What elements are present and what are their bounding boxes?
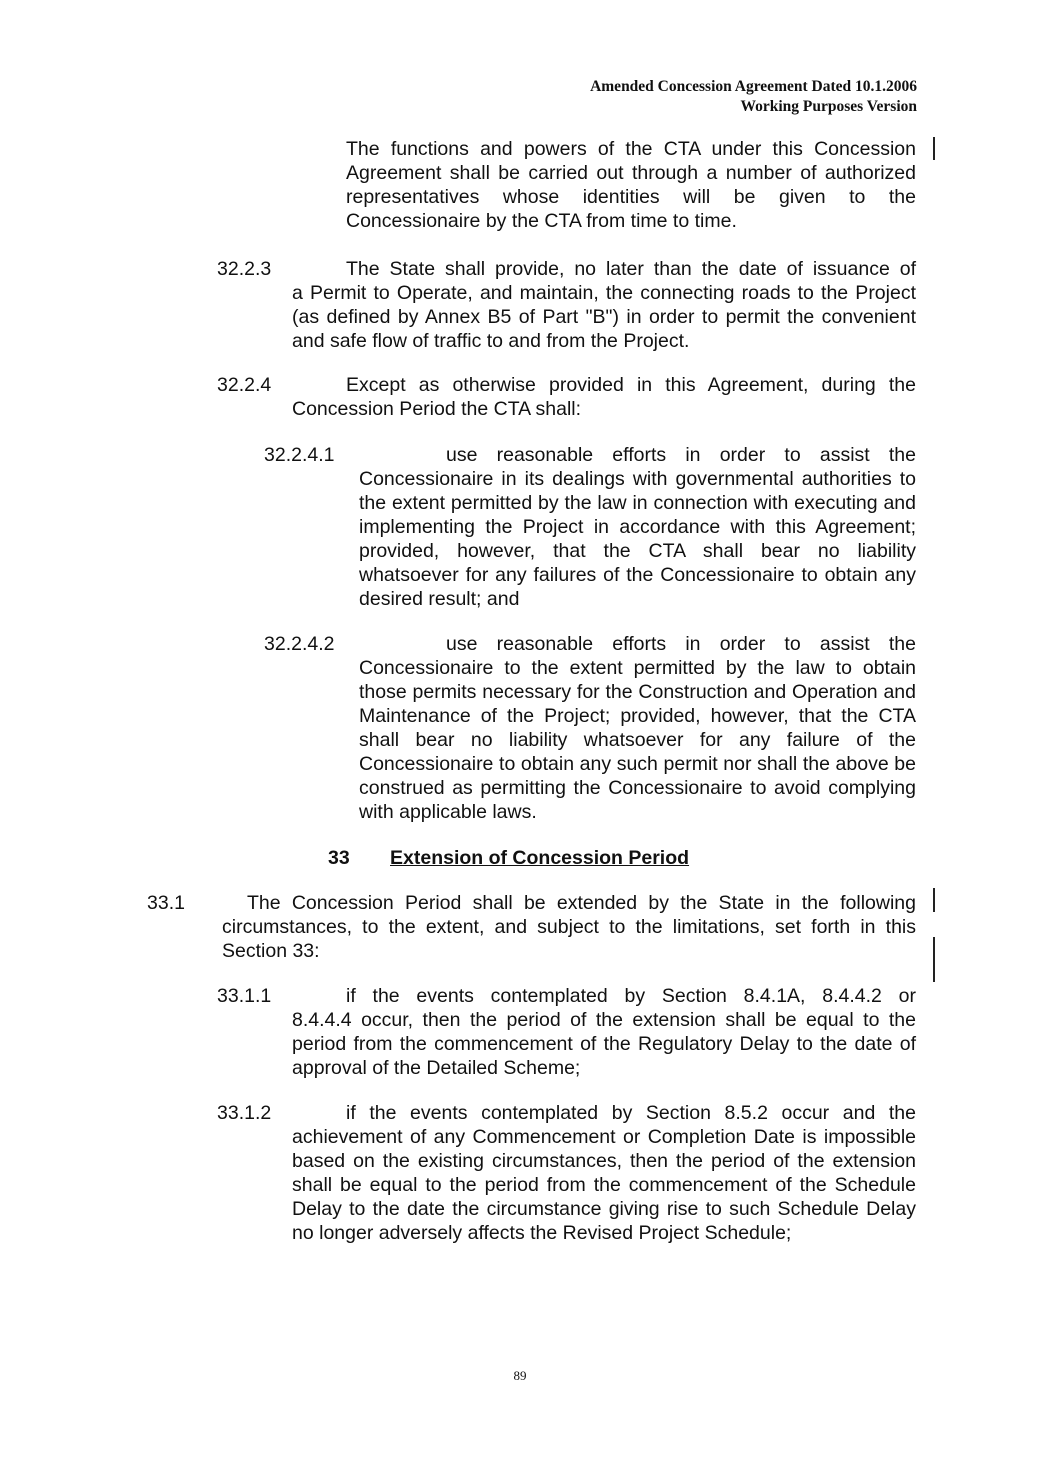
clause-33-1 bbox=[222, 891, 916, 963]
clause-32-2-3 bbox=[292, 257, 916, 353]
clause-number: 32.2.4.1 bbox=[264, 444, 335, 466]
clause-33-1-2 bbox=[292, 1101, 916, 1245]
clause-first-line: use reasonable efforts in order to assist the bbox=[446, 444, 916, 466]
clause-first-line: use reasonable efforts in order to assist the bbox=[446, 633, 916, 655]
clause-first-line: if the events contemplated by Section 8.5.2 occur and the bbox=[346, 1102, 916, 1124]
clause-body: Concessionaire to the extent permitted by the law to obtain those permits necessary for the Construction and Operation and Maintenance of the Project; provided, however, that the CTA shall bear no liability whatsoever for any failure of the Concessionaire to obtain any such permit nor shall the above be construed as permitting the Concessionaire to avoid complying with applicable laws. bbox=[359, 657, 916, 823]
clause-first-line: The Concession Period shall be extended by the State in the following bbox=[247, 892, 916, 914]
change-bar bbox=[933, 937, 935, 982]
clause-number: 32.2.4.2 bbox=[264, 633, 335, 655]
clause-number: 33.1 bbox=[147, 892, 185, 914]
clause-first-line: Except as otherwise provided in this Agreement, during the bbox=[346, 374, 916, 396]
clause-first-line: if the events contemplated by Section 8.4.1A, 8.4.4.2 or bbox=[346, 985, 916, 1007]
clause-first-line: The State shall provide, no later than the date of issuance of bbox=[346, 258, 916, 280]
change-bar bbox=[933, 137, 935, 160]
clause-32-2-4-1 bbox=[359, 443, 916, 611]
clause-body: Concessionaire in its dealings with governmental authorities to the extent permitted by the law in connection with executing and implementing the Project in accordance with this Agreement; provided, however, that the CTA shall bear no liability whatsoever for any failures of the Concessionaire to obtain any desired result; and bbox=[359, 468, 916, 610]
intro-paragraph bbox=[346, 137, 916, 233]
header-version: Working Purposes Version bbox=[740, 98, 917, 115]
clause-body: 8.4.4.4 occur, then the period of the extension shall be equal to the period from the commencement of the Regulatory Delay to the date of approval of the Detailed Scheme; bbox=[292, 1009, 916, 1079]
section-title: Extension of Concession Period bbox=[390, 847, 690, 869]
change-bar bbox=[933, 888, 935, 912]
clause-32-2-4-2 bbox=[359, 632, 916, 824]
section-number: 33 bbox=[328, 847, 350, 869]
clause-body: a Permit to Operate, and maintain, the connecting roads to the Project (as defined by Annex B5 of Part "B") in order to permit the convenient and safe flow of traffic to and from the Project. bbox=[292, 282, 916, 352]
clause-body: circumstances, to the extent, and subject to the limitations, set forth in this Section 33: bbox=[222, 916, 916, 962]
clause-body: achievement of any Commencement or Completion Date is impossible based on the existing circumstances, then the period of the extension shall be equal to the period from the commencement of the Schedule Delay to the date the circumstance giving rise to such Schedule Delay no longer adversely affects the Revised Project Schedule; bbox=[292, 1126, 916, 1244]
header-agreement-title: Amended Concession Agreement Dated 10.1.2006 bbox=[590, 78, 917, 95]
clause-33-1-1 bbox=[292, 984, 916, 1080]
section-heading bbox=[328, 846, 828, 870]
paragraph-text: The functions and powers of the CTA under this Concession Agreement shall be carried out through a number of authorized representatives whose identities will be given to the Concessionaire by the CTA from time to time. bbox=[346, 138, 916, 232]
page-number: 89 bbox=[513, 1368, 527, 1383]
clause-body: Concession Period the CTA shall: bbox=[292, 398, 582, 420]
running-header bbox=[590, 77, 917, 117]
clause-number: 32.2.4 bbox=[217, 374, 272, 396]
clause-number: 32.2.3 bbox=[217, 258, 272, 280]
clause-number: 33.1.2 bbox=[217, 1102, 272, 1124]
clause-32-2-4 bbox=[292, 373, 916, 421]
clause-number: 33.1.1 bbox=[217, 985, 272, 1007]
